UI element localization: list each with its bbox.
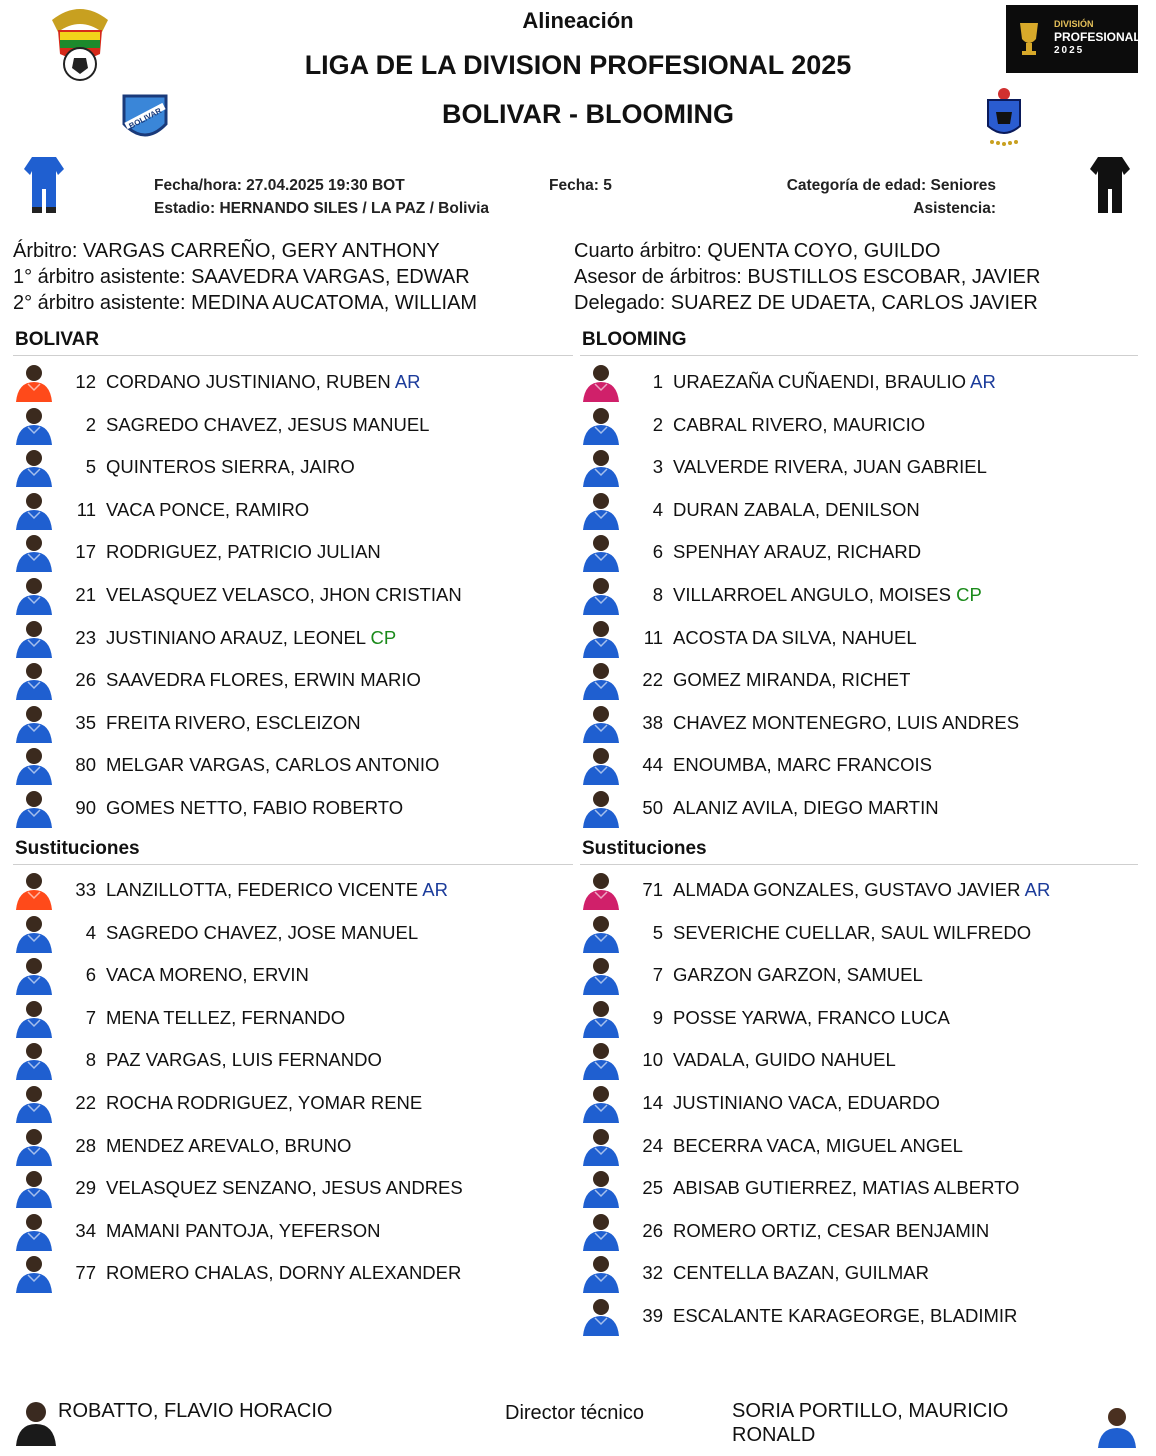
- player-row: [581, 618, 1141, 658]
- bolivar-crest-text: BOLIVAR: [127, 106, 163, 131]
- player-number: 11: [643, 626, 663, 648]
- coach-label: Director técnico: [505, 1402, 644, 1424]
- player-number: 34: [75, 1219, 96, 1241]
- player-name: POSSE YARWA, FRANCO LUCA: [673, 1006, 950, 1028]
- player-row: [581, 870, 1141, 910]
- away-divider: [580, 355, 1138, 356]
- player-row: [581, 745, 1141, 785]
- player-number: 90: [75, 797, 96, 818]
- player-number: 1: [652, 371, 663, 392]
- player-row: [14, 870, 574, 910]
- player-row: [581, 532, 1141, 572]
- home-subs-divider: [13, 864, 573, 865]
- player-row: [14, 745, 574, 785]
- player-row: [581, 1296, 1141, 1336]
- player-number: 4: [85, 921, 96, 943]
- player-name: BECERRA VACA, MIGUEL ANGEL: [673, 1134, 963, 1156]
- player-number: 24: [642, 1134, 663, 1156]
- captain-tag: CP: [950, 584, 982, 605]
- player-number: 17: [75, 541, 96, 563]
- player-name: JUSTINIANO VACA, EDUARDO: [673, 1092, 940, 1113]
- player-number: 26: [642, 1219, 663, 1241]
- federation-crest-icon: [44, 2, 116, 84]
- player-number: 50: [642, 797, 663, 818]
- player-number: 23: [75, 626, 96, 648]
- division-profesional-logo: [1006, 5, 1141, 73]
- player-name: SAGREDO CHAVEZ, JESUS MANUEL: [106, 413, 430, 435]
- player-number: 5: [652, 921, 663, 943]
- away-coach-name-line2: RONALD: [732, 1424, 816, 1446]
- player-row: [14, 1211, 574, 1251]
- referee-assessor: Asesor de árbitros: BUSTILLOS ESCOBAR, JAVIER: [574, 266, 1041, 288]
- logo-line1: DIVISIÓN: [1054, 19, 1094, 29]
- player-row: [581, 1211, 1141, 1251]
- player-row: [14, 490, 574, 530]
- player-row: [581, 788, 1141, 828]
- player-number: 35: [75, 711, 96, 733]
- player-row: [14, 362, 574, 402]
- player-number: 25: [642, 1177, 663, 1199]
- home-kit-icon: [22, 155, 66, 217]
- logo-line3: 2025: [1054, 45, 1085, 56]
- player-number: 26: [75, 669, 96, 691]
- page-title: Alineación: [522, 8, 634, 33]
- player-name: CHAVEZ MONTENEGRO, LUIS ANDRES: [673, 711, 1020, 733]
- player-name: CENTELLA BAZAN, GUILMAR: [673, 1262, 929, 1284]
- player-name: VACA PONCE, RAMIRO: [106, 498, 310, 520]
- player-number: 12: [75, 371, 96, 392]
- player-name: URAEZAÑA CUÑAENDI, BRAULIO AR: [673, 371, 996, 392]
- player-number: 11: [76, 498, 96, 520]
- player-row: [581, 660, 1141, 700]
- match-datetime: Fecha/hora: 27.04.2025 19:30 BOT: [154, 177, 405, 194]
- player-number: 6: [85, 964, 96, 986]
- player-row: [14, 1040, 574, 1080]
- attendance: Asistencia:: [913, 200, 996, 217]
- goalkeeper-tag: AR: [1020, 879, 1051, 900]
- player-name: CORDANO JUSTINIANO, RUBEN AR: [106, 371, 421, 392]
- player-name: FREITA RIVERO, ESCLEIZON: [106, 711, 361, 733]
- player-number: 7: [85, 1006, 96, 1028]
- player-row: [581, 575, 1141, 615]
- player-row: [581, 955, 1141, 995]
- player-row: [581, 998, 1141, 1038]
- player-number: 9: [652, 1006, 663, 1028]
- blooming-crest-icon: [984, 86, 1024, 148]
- player-name: ACOSTA DA SILVA, NAHUEL: [673, 626, 917, 648]
- player-name: QUINTEROS SIERRA, JAIRO: [106, 456, 355, 478]
- player-name: GARZON GARZON, SAMUEL: [673, 964, 923, 986]
- player-name: MAMANI PANTOJA, YEFERSON: [106, 1219, 381, 1241]
- player-number: 7: [652, 964, 663, 986]
- logo-line2: PROFESIONAL: [1054, 30, 1141, 44]
- bolivar-crest-icon: [120, 92, 170, 146]
- home-coach-name: ROBATTO, FLAVIO HORACIO: [58, 1400, 333, 1422]
- player-number: 8: [85, 1049, 96, 1071]
- match-stadium: Estadio: HERNANDO SILES / LA PAZ / Bolivia: [154, 200, 490, 217]
- player-row: [14, 575, 574, 615]
- assistant-referee-1: 1° árbitro asistente: SAAVEDRA VARGAS, EDWAR: [13, 266, 470, 288]
- away-team-heading: BLOOMING: [582, 329, 687, 350]
- player-number: 4: [652, 498, 663, 520]
- player-name: RODRIGUEZ, PATRICIO JULIAN: [106, 541, 381, 563]
- goalkeeper-tag: AR: [418, 879, 448, 900]
- player-row: [14, 998, 574, 1038]
- player-number: 32: [642, 1262, 663, 1284]
- match-delegate: Delegado: SUAREZ DE UDAETA, CARLOS JAVIER: [574, 292, 1038, 314]
- player-name: MENA TELLEZ, FERNANDO: [106, 1006, 346, 1028]
- away-kit-icon: [1088, 155, 1132, 217]
- player-name: SAAVEDRA FLORES, ERWIN MARIO: [106, 669, 421, 691]
- player-name: ESCALANTE KARAGEORGE, BLADIMIR: [673, 1305, 1018, 1326]
- player-name: SPENHAY ARAUZ, RICHARD: [673, 541, 922, 563]
- player-number: 22: [642, 669, 663, 691]
- player-number: 6: [652, 541, 663, 563]
- player-row: [14, 913, 574, 953]
- goalkeeper-tag: AR: [965, 371, 996, 392]
- player-number: 2: [85, 413, 96, 435]
- player-row: [14, 788, 574, 828]
- player-row: [581, 447, 1141, 487]
- match-title: BOLIVAR - BLOOMING: [442, 99, 734, 129]
- player-number: 77: [75, 1262, 96, 1284]
- player-row: [14, 955, 574, 995]
- player-number: 21: [75, 584, 96, 605]
- player-name: MELGAR VARGAS, CARLOS ANTONIO: [106, 754, 440, 776]
- player-number: 29: [75, 1177, 96, 1199]
- player-row: [581, 1168, 1141, 1208]
- assistant-referee-2: 2° árbitro asistente: MEDINA AUCATOMA, WILLIAM: [13, 292, 478, 314]
- player-row: [14, 1083, 574, 1123]
- goalkeeper-tag: AR: [390, 371, 421, 392]
- player-name: ENOUMBA, MARC FRANCOIS: [673, 754, 933, 776]
- player-name: VELASQUEZ VELASCO, JHON CRISTIAN: [106, 584, 462, 605]
- player-row: [581, 703, 1141, 743]
- player-row: [14, 618, 574, 658]
- player-name: ABISAB GUTIERREZ, MATIAS ALBERTO: [673, 1177, 1020, 1199]
- player-row: [14, 660, 574, 700]
- player-row: [581, 1083, 1141, 1123]
- player-name: VADALA, GUIDO NAHUEL: [673, 1049, 896, 1071]
- player-row: [14, 405, 574, 445]
- player-row: [581, 362, 1141, 402]
- player-name: GOMEZ MIRANDA, RICHET: [673, 669, 911, 691]
- player-row: [581, 913, 1141, 953]
- home-team-heading: BOLIVAR: [15, 329, 100, 350]
- player-row: [14, 1126, 574, 1166]
- home-divider: [13, 355, 573, 356]
- player-name: CABRAL RIVERO, MAURICIO: [673, 413, 926, 435]
- player-number: 22: [75, 1092, 96, 1113]
- player-row: [581, 1126, 1141, 1166]
- player-name: LANZILLOTTA, FEDERICO VICENTE AR: [106, 879, 448, 900]
- age-category: Categoría de edad: Seniores: [786, 177, 996, 194]
- player-name: JUSTINIANO ARAUZ, LEONEL CP: [106, 626, 397, 648]
- player-row: [14, 703, 574, 743]
- player-number: 38: [642, 711, 663, 733]
- referee: Árbitro: VARGAS CARREÑO, GERY ANTHONY: [13, 240, 440, 262]
- player-number: 3: [652, 456, 663, 478]
- player-row: [14, 1168, 574, 1208]
- player-name: GOMES NETTO, FABIO ROBERTO: [106, 797, 404, 818]
- player-name: ALMADA GONZALES, GUSTAVO JAVIER AR: [673, 879, 1051, 900]
- player-number: 10: [642, 1049, 663, 1071]
- player-number: 33: [75, 879, 96, 900]
- player-name: MENDEZ AREVALO, BRUNO: [106, 1134, 352, 1156]
- player-name: VALVERDE RIVERA, JUAN GABRIEL: [673, 456, 987, 478]
- player-name: SAGREDO CHAVEZ, JOSE MANUEL: [106, 921, 419, 943]
- player-name: SEVERICHE CUELLAR, SAUL WILFREDO: [673, 921, 1032, 943]
- player-name: ROMERO ORTIZ, CESAR BENJAMIN: [673, 1219, 990, 1241]
- away-subs-heading: Sustituciones: [582, 838, 707, 859]
- captain-tag: CP: [365, 626, 397, 648]
- player-row: [581, 1040, 1141, 1080]
- player-number: 28: [75, 1134, 96, 1156]
- match-round: Fecha: 5: [549, 177, 612, 194]
- away-subs-divider: [580, 864, 1138, 865]
- away-coach-name-line1: SORIA PORTILLO, MAURICIO: [732, 1400, 1009, 1422]
- player-number: 8: [652, 584, 663, 605]
- home-coach-photo: [12, 1398, 60, 1446]
- player-row: [14, 532, 574, 572]
- player-name: ROMERO CHALAS, DORNY ALEXANDER: [106, 1262, 462, 1284]
- away-coach-photo: [1094, 1404, 1140, 1448]
- player-row: [581, 405, 1141, 445]
- player-row: [581, 1253, 1141, 1293]
- player-row: [14, 1253, 574, 1293]
- player-number: 2: [652, 413, 663, 435]
- player-number: 80: [75, 754, 96, 776]
- player-number: 5: [85, 456, 96, 478]
- player-name: VILLARROEL ANGULO, MOISES CP: [673, 584, 982, 605]
- fourth-official: Cuarto árbitro: QUENTA COYO, GUILDO: [574, 240, 941, 262]
- player-name: ALANIZ AVILA, DIEGO MARTIN: [673, 797, 939, 818]
- player-number: 14: [642, 1092, 663, 1113]
- player-name: ROCHA RODRIGUEZ, YOMAR RENE: [106, 1092, 423, 1113]
- player-number: 39: [642, 1305, 663, 1326]
- player-row: [14, 447, 574, 487]
- player-name: PAZ VARGAS, LUIS FERNANDO: [106, 1049, 382, 1071]
- league-title: LIGA DE LA DIVISION PROFESIONAL 2025: [304, 50, 852, 80]
- player-name: DURAN ZABALA, DENILSON: [673, 498, 920, 520]
- player-number: 44: [642, 754, 663, 776]
- trophy-icon: [1016, 19, 1042, 59]
- player-name: VACA MORENO, ERVIN: [106, 964, 309, 986]
- player-row: [581, 490, 1141, 530]
- player-number: 71: [642, 879, 663, 900]
- player-name: VELASQUEZ SENZANO, JESUS ANDRES: [106, 1177, 463, 1199]
- home-subs-heading: Sustituciones: [15, 838, 140, 859]
